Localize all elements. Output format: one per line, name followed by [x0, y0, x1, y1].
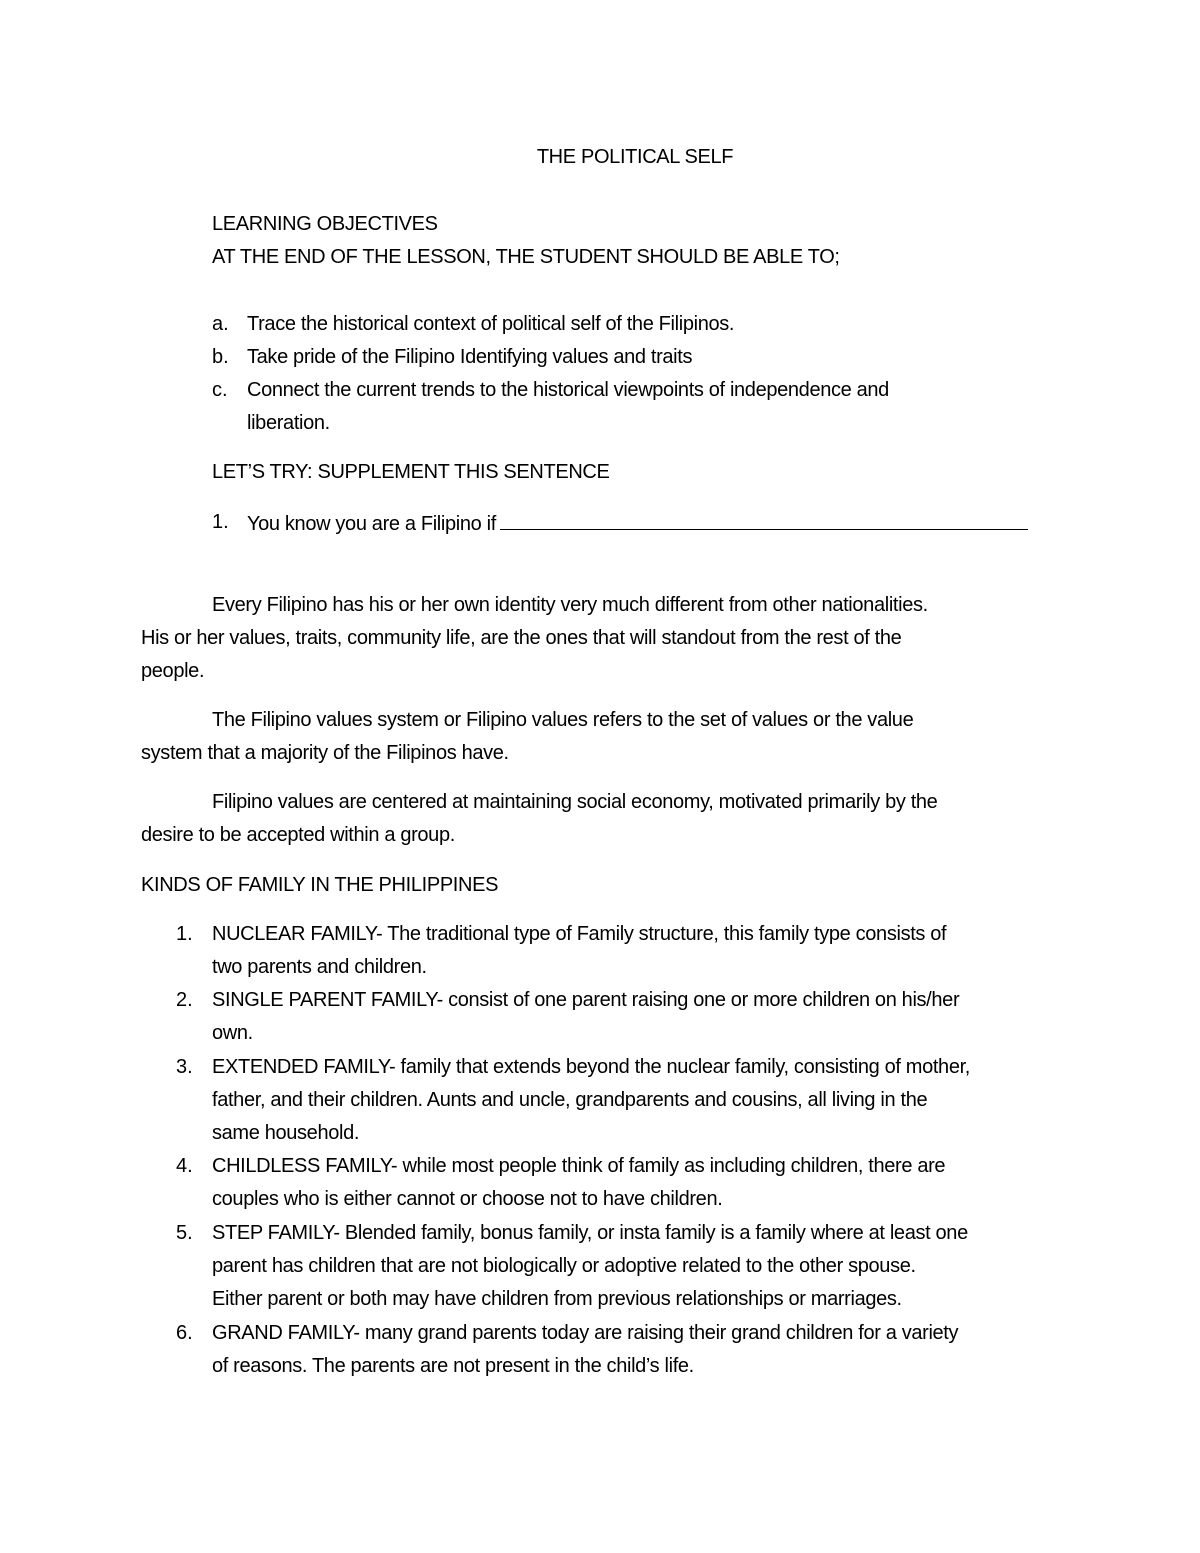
objective-item-continued: liberation.	[247, 412, 330, 434]
kind-marker: 1.	[176, 923, 193, 945]
paragraph-line: The Filipino values system or Filipino values refers to the set of values or the value	[212, 709, 914, 731]
paragraph-line: system that a majority of the Filipinos have.	[141, 742, 509, 764]
kind-item-continued: same household.	[212, 1122, 360, 1144]
page-title: THE POLITICAL SELF	[536, 146, 734, 168]
objective-marker: a.	[212, 313, 229, 335]
kind-item: GRAND FAMILY- many grand parents today are raising their grand children for a variety	[212, 1322, 959, 1344]
kind-marker: 6.	[176, 1322, 193, 1344]
kind-item-continued: two parents and children.	[212, 956, 427, 978]
kind-item: CHILDLESS FAMILY- while most people think of family as including children, there are	[212, 1155, 946, 1177]
try-marker: 1.	[212, 511, 229, 533]
answer-blank-line	[500, 509, 1028, 530]
objective-marker: c.	[212, 379, 228, 401]
objectives-heading: LEARNING OBJECTIVES	[212, 213, 438, 235]
try-item-text: You know you are a Filipino if	[247, 513, 496, 535]
kind-item-continued: father, and their children. Aunts and uncle, grandparents and cousins, all living in the	[212, 1089, 928, 1111]
kind-item: STEP FAMILY- Blended family, bonus family, or insta family is a family where at least one	[212, 1222, 968, 1244]
paragraph-line: Filipino values are centered at maintaining social economy, motivated primarily by the	[212, 791, 938, 813]
kind-item-continued: Either parent or both may have children from previous relationships or marriages.	[212, 1288, 902, 1310]
paragraph-line: desire to be accepted within a group.	[141, 824, 455, 846]
kind-item-continued: own.	[212, 1022, 253, 1044]
kind-marker: 2.	[176, 989, 193, 1011]
try-item	[247, 509, 1028, 537]
kind-item: NUCLEAR FAMILY- The traditional type of Family structure, this family type consists of	[212, 923, 947, 945]
objective-marker: b.	[212, 346, 229, 368]
objective-item: Trace the historical context of political self of the Filipinos.	[247, 313, 735, 335]
kind-item-continued: of reasons. The parents are not present in the child’s life.	[212, 1355, 694, 1377]
objective-item: Connect the current trends to the historical viewpoints of independence and	[247, 379, 889, 401]
kind-marker: 3.	[176, 1056, 193, 1078]
kind-marker: 4.	[176, 1155, 193, 1177]
kind-item: EXTENDED FAMILY- family that extends beyond the nuclear family, consisting of mother,	[212, 1056, 971, 1078]
try-heading: LET’S TRY: SUPPLEMENT THIS SENTENCE	[212, 461, 610, 483]
kind-item: SINGLE PARENT FAMILY- consist of one parent raising one or more children on his/her	[212, 989, 960, 1011]
kind-marker: 5.	[176, 1222, 193, 1244]
kind-item-continued: parent has children that are not biologically or adoptive related to the other spouse.	[212, 1255, 916, 1277]
kinds-heading: KINDS OF FAMILY IN THE PHILIPPINES	[141, 874, 499, 896]
paragraph-line: Every Filipino has his or her own identity very much different from other nationalities.	[212, 594, 928, 616]
paragraph-line: people.	[141, 660, 205, 682]
kind-item-continued: couples who is either cannot or choose not to have children.	[212, 1188, 723, 1210]
objectives-intro: AT THE END OF THE LESSON, THE STUDENT SHOULD BE ABLE TO;	[212, 246, 840, 268]
objective-item: Take pride of the Filipino Identifying values and traits	[247, 346, 693, 368]
paragraph-line: His or her values, traits, community life, are the ones that will standout from the rest of the	[141, 627, 902, 649]
